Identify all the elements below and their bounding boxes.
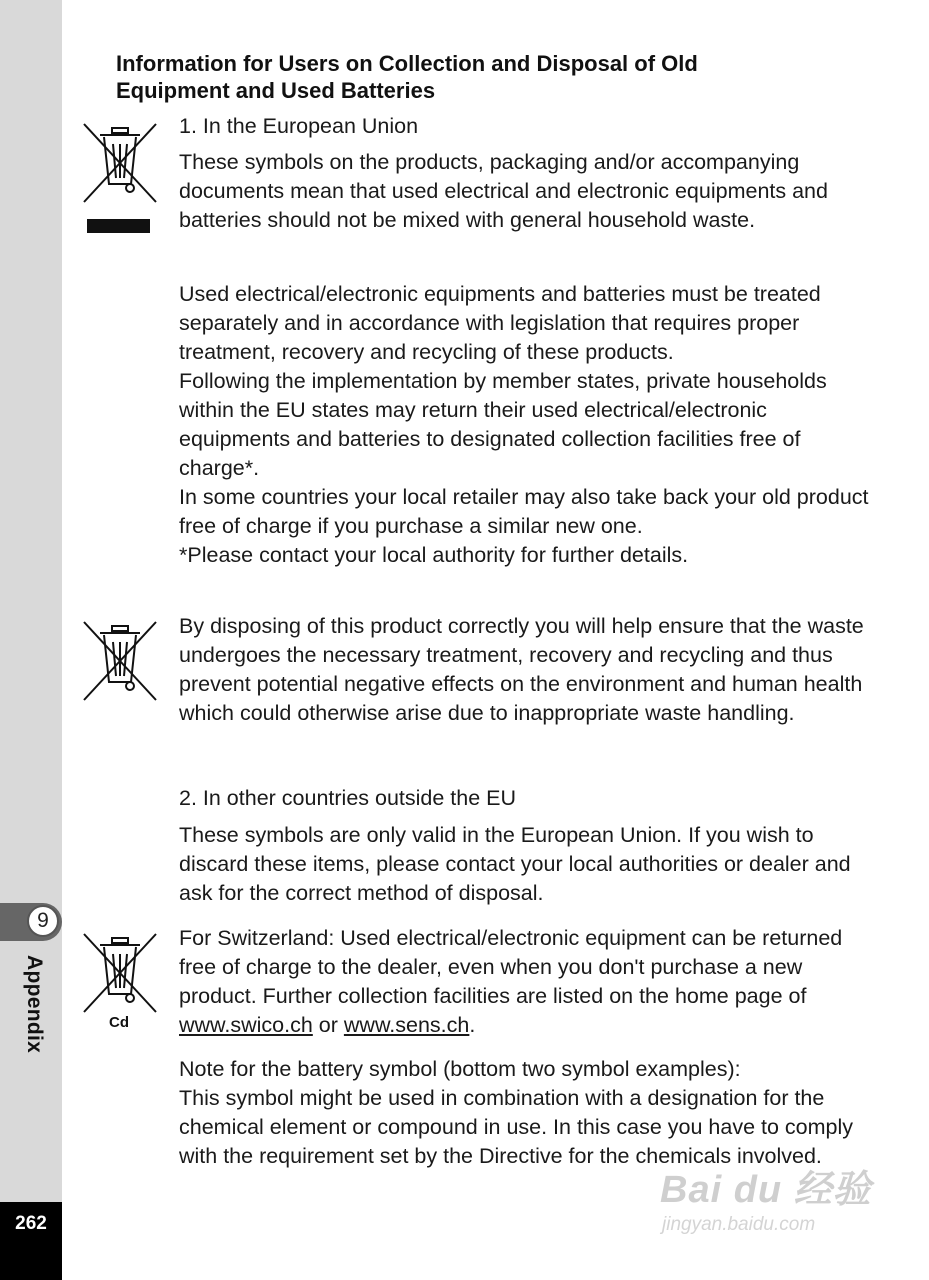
eu-disposal: By disposing of this product correctly you will help ensure that the waste undergoes the necessary treatment, recovery and recycling and thus prevent potential negative effects on the environment and human health which could otherwise arise due to inappropriate waste handling. — [179, 614, 864, 725]
sens-link[interactable]: www.sens.ch — [343, 1013, 470, 1037]
switzerland-text-or: or — [312, 1013, 344, 1037]
battery-note — [179, 1055, 869, 1171]
swico-link[interactable]: www.swico.ch — [179, 1013, 313, 1037]
eu-intro: These symbols on the products, packaging and/or accompanying documents mean that used electrical and electronic equipments and batteries should not be mixed with general household waste. — [179, 150, 828, 232]
weee-bin-icon — [80, 618, 160, 704]
watermark-url: jingyan.baidu.com — [662, 1214, 816, 1235]
battery-note-p2: This symbol might be used in combination with a designation for the chemical element or compound in use. In this case you have to comply with the requirement set by the Directive for the chemicals involved. — [179, 1086, 854, 1168]
eu-treatment-p4: *Please contact your local authority for further details. — [179, 543, 689, 567]
chapter-number: 9 — [27, 905, 59, 937]
eu-treatment-p2: Following the implementation by member states, private households within the EU states may return their used electrical/electronic equipments and batteries to designated collection facilities free of charge*. — [179, 369, 827, 480]
eu-treatment-p3: In some countries your local retailer may also take back your old product free of charge if you purchase a similar new one. — [179, 485, 869, 538]
switzerland-text-before: For Switzerland: Used electrical/electronic equipment can be returned free of charge to the dealer, even when you don't purchase a new product. Further collection facilities are listed on the home page of — [179, 926, 843, 1008]
non-eu-title: 2. In other countries outside the EU — [179, 786, 517, 810]
page-title — [116, 50, 836, 104]
eu-title: 1. In the European Union — [179, 114, 419, 138]
non-eu-text: These symbols are only valid in the European Union. If you wish to discard these items, please contact your local authorities or dealer and ask for the correct method of disposal. — [179, 823, 851, 905]
eu-treatment-p1: Used electrical/electronic equipments and batteries must be treated separately and in accordance with legislation that requires proper treatment, recovery and recycling of these products. — [179, 282, 821, 364]
eu-treatment — [179, 280, 869, 570]
weee-bin-icon — [80, 120, 160, 206]
cd-label: Cd — [109, 1014, 129, 1031]
switzerland-text — [179, 924, 869, 1040]
weee-bin-icon — [80, 930, 160, 1016]
switzerland-text-after: . — [469, 1013, 476, 1037]
page-title-line-1: Information for Users on Collection and Disposal of Old — [116, 51, 698, 76]
watermark-brand: Bai du 经验 — [660, 1169, 872, 1211]
black-bar-symbol — [87, 219, 150, 233]
page-title-line-2: Equipment and Used Batteries — [116, 78, 436, 103]
battery-note-p1: Note for the battery symbol (bottom two symbol examples): — [179, 1057, 741, 1081]
chapter-label: Appendix — [23, 955, 46, 1054]
page-number: 262 — [15, 1213, 47, 1234]
sidebar — [0, 0, 62, 1280]
